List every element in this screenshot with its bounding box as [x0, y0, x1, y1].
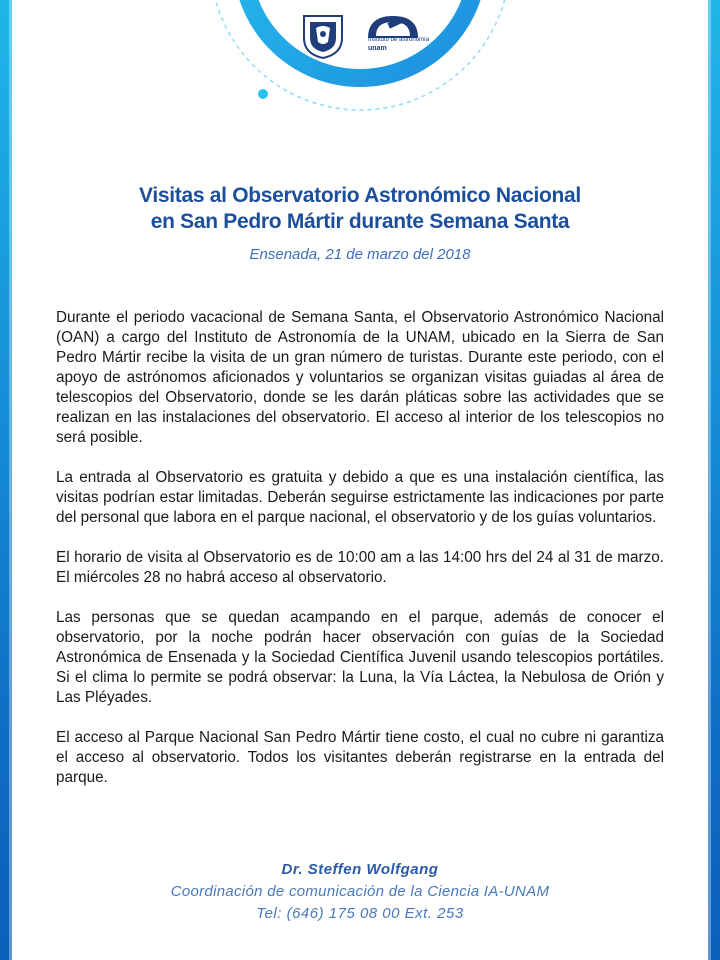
paragraph: El horario de visita al Observatorio es de 10:00 am a las 14:00 hrs del 24 al 31 de marzo. El miércoles 28 no habrá acceso al observatorio. [56, 549, 664, 586]
title-line-1: Visitas al Observatorio Astronómico Nacional [139, 184, 581, 207]
paragraph: La entrada al Observatorio es gratuita y debido a que es una instalación científica, las visitas podrían estar limitadas. Deberán seguirse estrictamente las indicaciones por parte del personal que labora en el parque nacional, el observatorio y de los guías voluntarios. [56, 469, 664, 526]
paragraph: Las personas que se quedan acampando en el parque, además de conocer el observatorio, por la noche podrán hacer observación con guías de la Sociedad Astronómica de Ensenada y la Sociedad Científica Juvenil usando telescopios portátiles. Si el clima lo permite se podrá observar: la Luna, la Vía Láctea, la Nebulosa de Orión y Las Pléyades. [56, 609, 664, 706]
title-line-2: en San Pedro Mártir durante Semana Santa [150, 210, 570, 233]
page-title [40, 183, 680, 235]
header-ring-decoration [190, 0, 530, 120]
signature-name: Dr. Steffen Wolfgang [281, 861, 439, 878]
paragraph: El acceso al Parque Nacional San Pedro Mártir tiene costo, el cual no cubre ni garantiza el acceso al observatorio. Todos los visitantes deberán registrarse en la entrada del parque. [56, 729, 664, 786]
ia-unam-observatory-logo-icon [364, 12, 422, 60]
paragraph: Durante el periodo vacacional de Semana Santa, el Observatorio Astronómico Nacional (OAN) a cargo del Instituto de Astronomía de la UNAM, ubicado en la Sierra de San Pedro Mártir recibe la visita de un gran número de turistas. Durante este periodo, con el apoyo de astrónomos aficionados y voluntarios se organizan visitas guiadas al área de telescopios del Observatorio, donde se les darán pláticas sobre las actividades que se realizan en las instalaciones del observatorio. El acceso al interior de los telescopios no será posible. [56, 309, 664, 446]
left-frame-border [0, 0, 12, 960]
ia-logo-caption: Instituto de astronomía [368, 37, 430, 43]
ia-logo-unam-label: unam [368, 45, 387, 52]
right-frame-border [708, 0, 720, 960]
date-line: Ensenada, 21 de marzo del 2018 [249, 246, 471, 263]
signature-organization: Coordinación de comunicación de la Ciencia IA-UNAM [170, 883, 550, 900]
signature-phone: Tel: (646) 175 08 00 Ext. 253 [256, 905, 464, 922]
unam-crest-icon [300, 12, 346, 60]
body-text [56, 308, 664, 808]
